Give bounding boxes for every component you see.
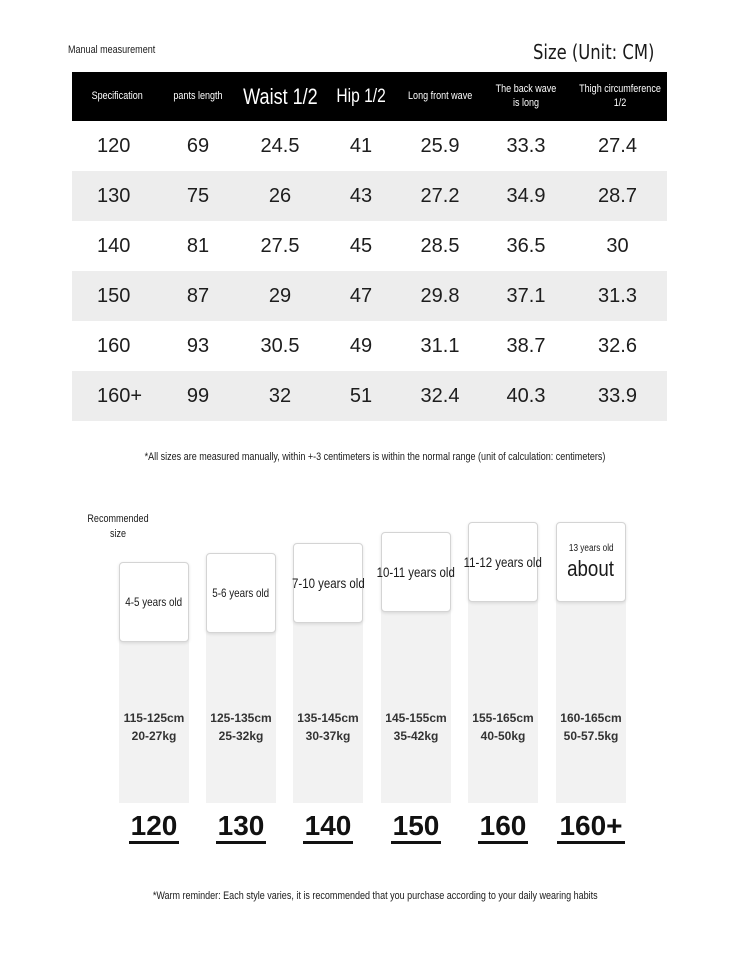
- age-range: 13 years old: [568, 542, 614, 554]
- table-cell: 32: [234, 371, 326, 421]
- age-range: 4-5 years old: [125, 595, 183, 609]
- table-cell: 38.7: [506, 334, 546, 357]
- table-cell: 37.1: [484, 271, 568, 321]
- weight-range: 25-32kg: [218, 729, 264, 743]
- measurement-note: *All sizes are measured manually, within +-3 centimeters is within the normal range (unit of calculation: centimeters): [144, 451, 606, 463]
- height-weight: [371, 709, 461, 745]
- header-specification: Specification: [72, 72, 162, 121]
- table-row: [72, 271, 667, 321]
- height-range: 160-165cm: [560, 711, 622, 725]
- height-weight: [109, 709, 199, 745]
- table-header-row: [72, 72, 667, 121]
- table-cell: 34.9: [484, 171, 568, 221]
- table-cell: 41: [349, 134, 373, 157]
- weight-range: 50-57.5kg: [563, 729, 619, 743]
- table-cell: 24.5: [260, 134, 300, 157]
- table-cell: 32.4: [396, 371, 484, 421]
- size-number-text: 160+: [557, 811, 624, 844]
- age-box: [206, 553, 276, 633]
- table-cell: 27.5: [260, 234, 300, 257]
- height-weight: [546, 709, 636, 745]
- size-number-text: 130: [216, 811, 267, 844]
- warm-reminder-note: *Warm reminder: Each style varies, it is recommended that you purchase according to your daily wearing habits: [152, 890, 598, 902]
- age-box: [556, 522, 626, 602]
- size-number-text: 150: [391, 811, 442, 844]
- table-cell: 32.6: [598, 334, 637, 357]
- table-cell: 87: [162, 271, 234, 321]
- table-cell: 43: [326, 171, 396, 221]
- header-thigh-circumference: Thigh circumference 1/2: [568, 72, 667, 121]
- table-cell: 75: [162, 171, 234, 221]
- table-cell: 29.8: [396, 271, 484, 321]
- recommended-size-label: Recommended size: [87, 513, 149, 540]
- age-range: 7-10 years old: [291, 575, 365, 591]
- table-cell: 28.7: [568, 171, 667, 221]
- height-range: 145-155cm: [385, 711, 447, 725]
- header-long-front-wave: Long front wave: [396, 72, 484, 121]
- table-cell: 30: [606, 234, 629, 257]
- table-cell: 120: [97, 134, 131, 157]
- weight-range: 35-42kg: [393, 729, 439, 743]
- size-unit-title: Size (Unit: CM): [533, 40, 655, 64]
- table-cell: 99: [162, 371, 234, 421]
- table-cell: 93: [186, 334, 210, 357]
- weight-range: 20-27kg: [131, 729, 177, 743]
- age-box: [463, 522, 543, 602]
- age-box: [293, 543, 363, 623]
- header-hip: Hip 1/2: [326, 72, 396, 121]
- table-cell: 130: [72, 171, 162, 221]
- table-cell: 49: [349, 334, 373, 357]
- height-weight: [196, 709, 286, 745]
- table-cell: 140: [97, 234, 131, 257]
- height-range: 115-125cm: [123, 711, 185, 725]
- height-weight: [458, 709, 548, 745]
- table-row: [72, 321, 667, 371]
- header-back-wave: The back wave is long: [484, 72, 568, 121]
- table-cell: 30.5: [260, 334, 300, 357]
- table-cell: 36.5: [506, 234, 546, 257]
- table-cell: 150: [72, 271, 162, 321]
- table-cell: 160+: [72, 371, 162, 421]
- age-box: [376, 532, 456, 612]
- age-box: [119, 562, 189, 642]
- height-range: 135-145cm: [297, 711, 359, 725]
- table-cell: 28.5: [420, 234, 460, 257]
- table-cell: 29: [234, 271, 326, 321]
- manual-measurement-label: Manual measurement: [68, 44, 156, 56]
- height-range: 155-165cm: [472, 711, 534, 725]
- header-pants-length: pants length: [162, 72, 234, 121]
- age-range: 10-11 years old: [376, 564, 456, 580]
- table-row: [72, 371, 667, 421]
- age-range: 5-6 years old: [212, 586, 270, 600]
- table-cell: 47: [326, 271, 396, 321]
- table-cell: 31.3: [568, 271, 667, 321]
- size-table: [72, 72, 667, 421]
- table-cell: 51: [326, 371, 396, 421]
- size-number-text: 160: [478, 811, 529, 844]
- table-cell: 81: [186, 234, 210, 257]
- age-about: about: [567, 555, 615, 581]
- header-waist: Waist 1/2: [234, 72, 326, 121]
- table-cell: 40.3: [484, 371, 568, 421]
- table-cell: 31.1: [420, 334, 460, 357]
- size-number: [536, 810, 646, 844]
- table-row: [72, 121, 667, 171]
- table-cell: 33.3: [506, 134, 546, 157]
- weight-range: 30-37kg: [305, 729, 351, 743]
- height-weight: [283, 709, 373, 745]
- table-cell: 45: [349, 234, 373, 257]
- table-cell: 25.9: [420, 134, 460, 157]
- table-row: [72, 221, 667, 271]
- table-cell: 160: [97, 334, 131, 357]
- size-number-text: 140: [303, 811, 354, 844]
- height-range: 125-135cm: [210, 711, 272, 725]
- table-cell: 26: [234, 171, 326, 221]
- table-row: [72, 171, 667, 221]
- age-range: 11-12 years old: [463, 554, 543, 570]
- size-number-text: 120: [129, 811, 180, 844]
- table-cell: 69: [186, 134, 210, 157]
- table-cell: 27.4: [598, 134, 637, 157]
- weight-range: 40-50kg: [480, 729, 526, 743]
- table-cell: 33.9: [568, 371, 667, 421]
- table-cell: 27.2: [396, 171, 484, 221]
